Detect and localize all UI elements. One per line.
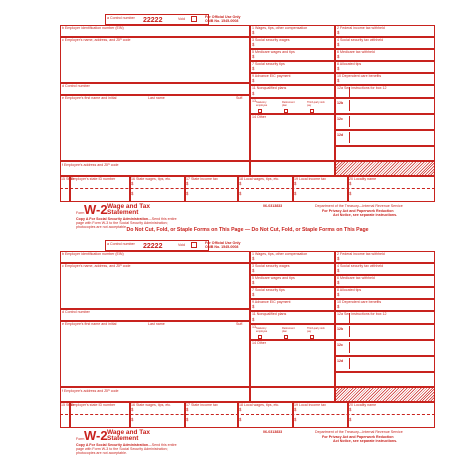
box-e-label: e Employee's first name and initial — [62, 96, 117, 100]
box-7-label: 7 Social security tips — [252, 62, 285, 66]
state-local-dollar: $ — [186, 407, 189, 412]
box-17-label: 17 State income tax — [186, 403, 218, 407]
box-11-label: 11 Nonqualified plans — [252, 86, 287, 90]
box-7-dollar: $ — [252, 292, 255, 297]
copy-a-text1: —Send this entire — [148, 443, 177, 447]
box-2-dollar: $ — [337, 256, 340, 261]
box-13-label: 13 — [252, 325, 256, 329]
void-checkbox[interactable] — [191, 242, 197, 248]
box-6-label: 6 Medicare tax withheld — [337, 276, 375, 280]
w2-form-2 — [0, 238, 474, 458]
official-use-label: For Official Use Only — [205, 15, 241, 19]
statutory-label: Statutory employee — [256, 101, 268, 107]
official-use-label: For Official Use Only — [205, 241, 241, 245]
box-12a-label: 12a See instructions for box 12 — [337, 312, 387, 316]
control-number-value: 22222 — [143, 17, 163, 24]
box-1-dollar: $ — [252, 256, 255, 261]
w2-title: W-2 — [84, 202, 108, 217]
w2-title: W-2 — [84, 428, 108, 443]
suff-label: Suff. — [236, 96, 244, 100]
box-8-dollar: $ — [337, 292, 340, 297]
box-17-label: 17 State income tax — [186, 177, 218, 181]
state-local-dollar: $ — [294, 181, 297, 186]
box-12b-label: 12b — [337, 327, 344, 331]
box-12-code-divider — [349, 116, 350, 127]
box-19-label: 19 Local income tax — [294, 177, 326, 181]
statutory-label: Statutory employee — [256, 327, 268, 333]
act-notice-label: Act Notice, see separate instructions. — [333, 213, 398, 217]
thirdparty-checkbox[interactable] — [310, 335, 314, 339]
control-number-label: a Control number — [107, 16, 135, 20]
thirdparty-label: Third-party sick pay — [307, 101, 325, 107]
box-12-code-divider — [349, 132, 350, 143]
state-local-dollar: $ — [131, 417, 134, 422]
box-12b-label: 12b — [337, 101, 344, 105]
box-12-code-divider — [349, 358, 350, 369]
state-row-divider — [60, 188, 435, 189]
state-local-dollar: $ — [349, 191, 352, 196]
state-row-divider — [60, 414, 435, 415]
privacy-label: For Privacy Act and Paperwork Reduction — [322, 435, 394, 439]
box-12b[interactable] — [335, 324, 435, 340]
box-10-dollar: $ — [337, 78, 340, 83]
box-8-dollar: $ — [337, 66, 340, 71]
box-12d[interactable] — [335, 130, 435, 146]
box-1-dollar: $ — [252, 30, 255, 35]
box-d-label: d Control number — [62, 310, 90, 314]
box-4-dollar: $ — [337, 42, 340, 47]
box-15-label: 15 State — [61, 177, 75, 181]
state-local-dollar: $ — [239, 181, 242, 186]
box-5-dollar: $ — [252, 54, 255, 59]
box-blank — [250, 161, 335, 176]
box-7-label: 7 Social security tips — [252, 288, 285, 292]
wage-tax-title: Wage and Tax — [107, 429, 150, 436]
box-8-label: 8 Allocated tips — [337, 62, 362, 66]
box-20-label: 20 Locality name — [349, 177, 377, 181]
box-12-code-divider — [349, 342, 350, 353]
statutory-checkbox[interactable] — [258, 335, 262, 339]
privacy-label: For Privacy Act and Paperwork Reduction — [322, 209, 394, 213]
box-b-label: b Employer identification number (EIN) — [62, 252, 124, 256]
box-4-label: 4 Social security tax withheld — [337, 264, 384, 268]
statement-title: Statement — [107, 209, 139, 216]
state-local-dollar: $ — [294, 191, 297, 196]
box-12-extra — [335, 146, 435, 161]
copy-a-text3: photocopies are not acceptable. — [76, 451, 127, 455]
retirement-checkbox[interactable] — [284, 335, 288, 339]
form-year-code: 06-0313833 — [263, 204, 283, 208]
box-4-dollar: $ — [337, 268, 340, 273]
box-20-label: 20 Locality name — [349, 403, 377, 407]
box-12c-label: 12c — [337, 343, 343, 347]
omb-label: OMB No. 1545-0008 — [205, 19, 239, 23]
last-name-label: Last name — [148, 322, 165, 326]
state-local-dollar: $ — [186, 181, 189, 186]
form-label: Form — [76, 437, 85, 441]
state-local-dollar: $ — [349, 417, 352, 422]
box-b-label: b Employer identification number (EIN) — [62, 26, 124, 30]
void-checkbox[interactable] — [191, 16, 197, 22]
box-19-label: 19 Local income tax — [294, 403, 326, 407]
statutory-checkbox[interactable] — [258, 109, 262, 113]
box-4-label: 4 Social security tax withheld — [337, 38, 384, 42]
copy-a-text2: page with Form W-3 to the Social Security Administration; — [76, 221, 168, 225]
box-12-extra — [335, 372, 435, 387]
box-9-dollar: $ — [252, 304, 255, 309]
state-local-dollar: $ — [239, 407, 242, 412]
employer-state-id-label: Employer's state ID number — [71, 177, 116, 181]
box-7-dollar: $ — [252, 66, 255, 71]
state-local-dollar: $ — [294, 407, 297, 412]
box-3-dollar: $ — [252, 268, 255, 273]
state-local-dollar: $ — [294, 417, 297, 422]
box-f-label: f Employee's address and ZIP code — [62, 389, 119, 393]
box-10-label: 10 Dependent care benefits — [337, 74, 382, 78]
box-18-label: 18 Local wages, tips, etc. — [239, 403, 280, 407]
thirdparty-checkbox[interactable] — [310, 109, 314, 113]
box-12d-label: 12d — [337, 133, 344, 137]
statement-title: Statement — [107, 435, 139, 442]
employer-state-id-label: Employer's state ID number — [71, 403, 116, 407]
box-12a-label: 12a See instructions for box 12 — [337, 86, 387, 90]
box-blank-2 — [335, 387, 435, 402]
box-10-dollar: $ — [337, 304, 340, 309]
box-e-employee[interactable] — [60, 321, 250, 387]
thirdparty-label: Third-party sick pay — [307, 327, 325, 333]
w2-form-1 — [0, 12, 474, 232]
box-13-label: 13 — [252, 99, 256, 103]
state-local-dollar: $ — [186, 191, 189, 196]
state-local-dollar: $ — [349, 407, 352, 412]
box-c-label: c Employer's name, address, and ZIP code — [62, 38, 131, 42]
control-number-label: a Control number — [107, 242, 135, 246]
box-9-label: 9 Advance EIC payment — [252, 74, 291, 78]
form-label: Form — [76, 211, 85, 215]
copy-a-text1: —Send this entire — [148, 217, 177, 221]
retirement-checkbox[interactable] — [284, 109, 288, 113]
state-local-dollar: $ — [239, 191, 242, 196]
box-3-label: 3 Social security wages — [252, 264, 290, 268]
box-16-label: 16 State wages, tips, etc. — [131, 177, 172, 181]
box-14-label: 14 Other — [252, 341, 266, 345]
box-16-label: 16 State wages, tips, etc. — [131, 403, 172, 407]
box-9-dollar: $ — [252, 78, 255, 83]
box-11-dollar: $ — [252, 91, 255, 96]
box-11-label: 11 Nonqualified plans — [252, 312, 287, 316]
box-18-label: 18 Local wages, tips, etc. — [239, 177, 280, 181]
copy-a-title: Copy A For Social Security Administration — [76, 217, 149, 221]
box-14[interactable] — [250, 114, 335, 161]
box-2-label: 2 Federal income tax withheld — [337, 26, 385, 30]
box-5-dollar: $ — [252, 280, 255, 285]
act-notice-label: Act Notice, see separate instructions. — [333, 439, 398, 443]
box-12-code-divider — [349, 326, 350, 337]
box-6-dollar: $ — [337, 54, 340, 59]
box-9-label: 9 Advance EIC payment — [252, 300, 291, 304]
box-2-label: 2 Federal income tax withheld — [337, 252, 385, 256]
box-12c[interactable] — [335, 114, 435, 130]
box-8-label: 8 Allocated tips — [337, 288, 362, 292]
box-11-dollar: $ — [252, 317, 255, 322]
box-f-label: f Employee's address and ZIP code — [62, 163, 119, 167]
box-12c-label: 12c — [337, 117, 343, 121]
box-5-label: 5 Medicare wages and tips — [252, 50, 295, 54]
retirement-label: Retirement plan — [282, 101, 295, 107]
void-label: Void — [178, 243, 185, 247]
box-e-employee[interactable] — [60, 95, 250, 161]
box-14[interactable] — [250, 340, 335, 387]
box-5-label: 5 Medicare wages and tips — [252, 276, 295, 280]
box-c-employer[interactable] — [60, 263, 250, 309]
box-e-label: e Employee's first name and initial — [62, 322, 117, 326]
box-6-label: 6 Medicare tax withheld — [337, 50, 375, 54]
box-12-code-divider — [349, 87, 350, 98]
form-year-code: 06-0313833 — [263, 430, 283, 434]
suff-label: Suff. — [236, 322, 244, 326]
box-blank — [250, 387, 335, 402]
box-6-dollar: $ — [337, 280, 340, 285]
box-12c[interactable] — [335, 340, 435, 356]
last-name-label: Last name — [148, 96, 165, 100]
state-local-dollar: $ — [239, 417, 242, 422]
dept-label: Department of the Treasury—Internal Revenue Service — [315, 430, 403, 434]
box-c-label: c Employer's name, address, and ZIP code — [62, 264, 131, 268]
box-12-code-divider — [349, 313, 350, 324]
state-local-dollar: $ — [131, 407, 134, 412]
box-12-code-divider — [349, 100, 350, 111]
box-12b[interactable] — [335, 98, 435, 114]
box-c-employer[interactable] — [60, 37, 250, 83]
state-local-dollar: $ — [131, 191, 134, 196]
box-blank-2 — [335, 161, 435, 176]
control-number-value: 22222 — [143, 243, 163, 250]
box-3-dollar: $ — [252, 42, 255, 47]
box-12d[interactable] — [335, 356, 435, 372]
box-10-label: 10 Dependent care benefits — [337, 300, 382, 304]
box-2-dollar: $ — [337, 30, 340, 35]
box-12d-label: 12d — [337, 359, 344, 363]
box-1-label: 1 Wages, tips, other compensation — [252, 26, 308, 30]
dept-label: Department of the Treasury—Internal Revenue Service — [315, 204, 403, 208]
box-15-label: 15 State — [61, 403, 75, 407]
box-1-label: 1 Wages, tips, other compensation — [252, 252, 308, 256]
copy-a-text2: page with Form W-3 to the Social Security Administration; — [76, 447, 168, 451]
box-d-label: d Control number — [62, 84, 90, 88]
void-label: Void — [178, 17, 185, 21]
copy-a-text3: photocopies are not acceptable. — [76, 225, 127, 229]
wage-tax-title: Wage and Tax — [107, 203, 150, 210]
state-local-dollar: $ — [349, 181, 352, 186]
cut-line-notice: Do Not Cut, Fold, or Staple Forms on This Page — Do Not Cut, Fold, or Staple Forms on This Page — [126, 227, 369, 233]
omb-label: OMB No. 1545-0008 — [205, 245, 239, 249]
copy-a-title: Copy A For Social Security Administration — [76, 443, 149, 447]
retirement-label: Retirement plan — [282, 327, 295, 333]
box-14-label: 14 Other — [252, 115, 266, 119]
state-local-dollar: $ — [131, 181, 134, 186]
box-3-label: 3 Social security wages — [252, 38, 290, 42]
state-local-dollar: $ — [186, 417, 189, 422]
